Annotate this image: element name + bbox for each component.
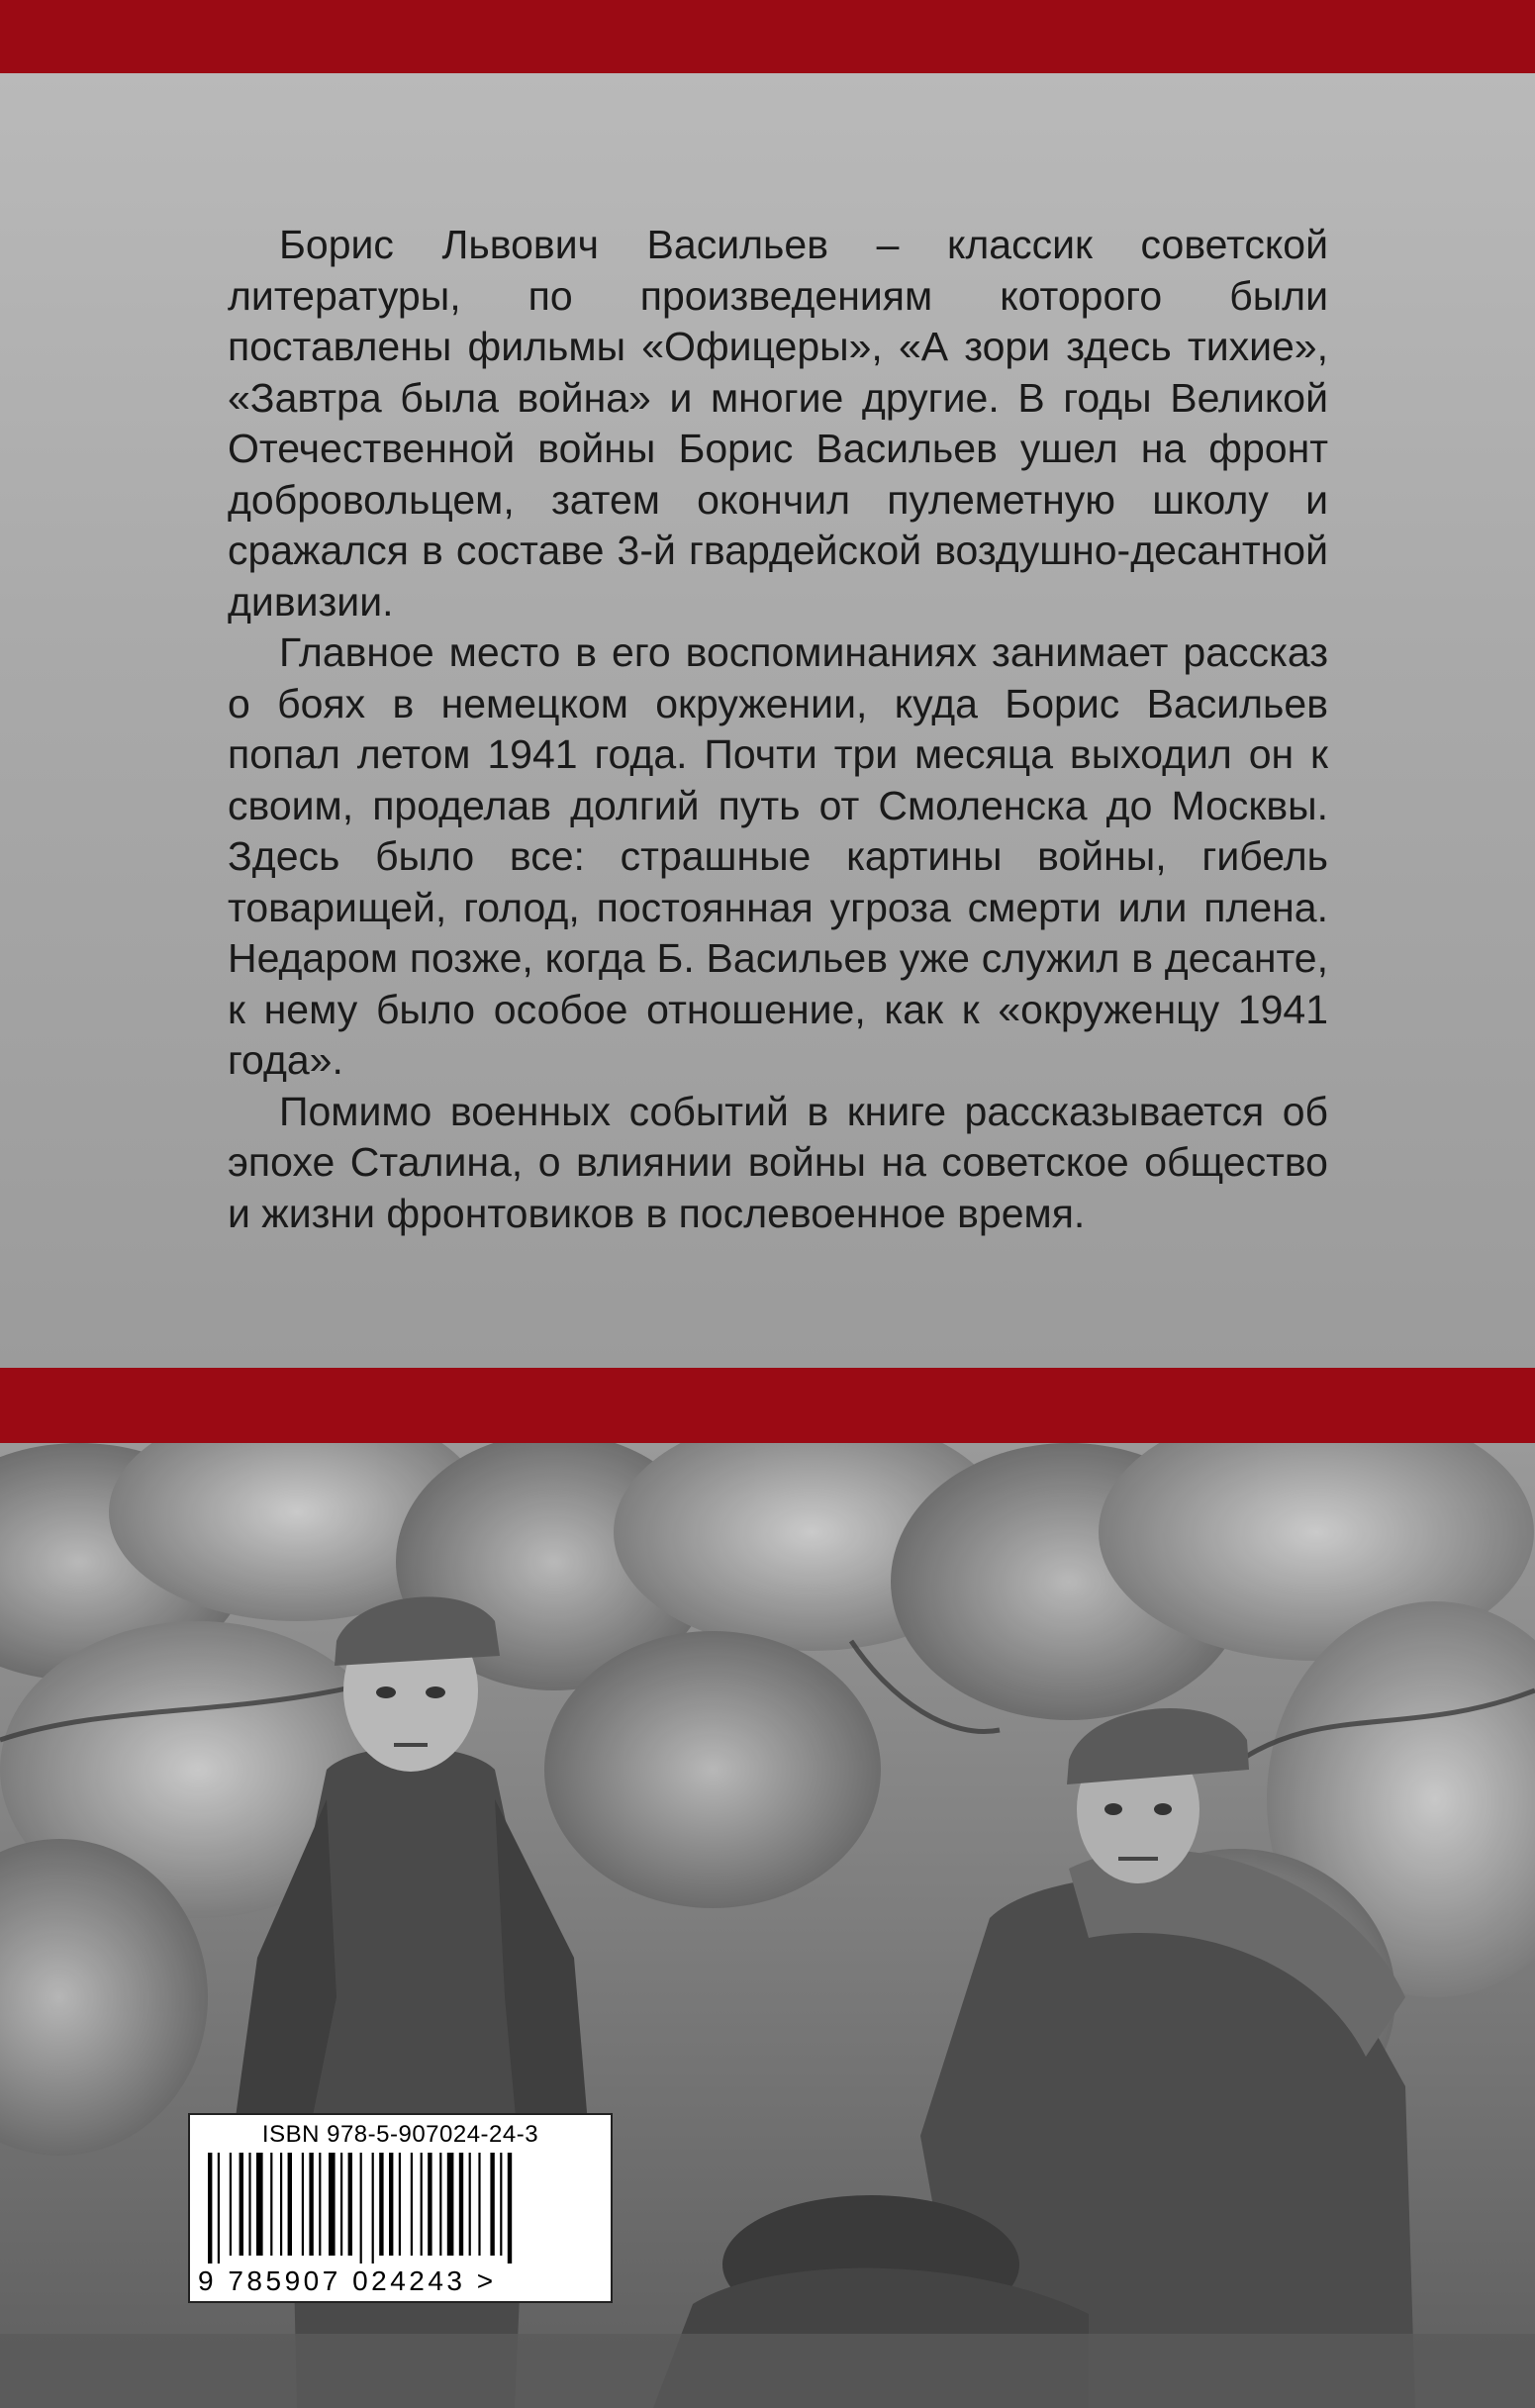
barcode-bar	[389, 2153, 393, 2256]
barcode-bar	[399, 2153, 401, 2256]
barcode-bar	[478, 2153, 480, 2256]
annotation-paragraph-3: Помимо военных событий в книге рассказывается об эпохе Сталина, о влиянии войны на советское общество и жизни фронтовиков в послевоенное время.	[228, 1088, 1328, 1236]
barcode-digits: 9 785907 024243 >	[198, 2265, 497, 2296]
barcode-bar	[329, 2153, 336, 2256]
annotation-text	[228, 220, 1328, 1239]
barcode-bar	[340, 2153, 342, 2256]
barcode-bar	[230, 2153, 232, 2256]
barcode-bar	[372, 2153, 374, 2264]
barcode-bar	[428, 2153, 432, 2256]
barcode-bar	[302, 2153, 304, 2256]
barcode-bar	[248, 2153, 250, 2256]
annotation-paragraph-2: Главное место в его воспоминаниях занимает рассказ о боях в немецком окружении, куда Борис Васильев попал летом 1941 года. Почти три месяца выходил он к своим, проделав долгий путь от Смоленска до Москвы. Здесь было все: страшные картины войны, гибель товарищей, голод, постоянная угроза смерти или плена. Недаром позже, когда Б. Васильев уже служил в десанте, к нему было особое отношение, как к «окруженцу 1941 года».	[228, 629, 1328, 1083]
barcode-bar	[508, 2153, 512, 2264]
barcode-bar	[490, 2153, 494, 2256]
middle-red-band	[0, 1368, 1535, 1443]
annotation-paragraph-1: Борис Львович Васильев – классик советской литературы, по произведениям которого были поставлены фильмы «Офицеры», «А зори здесь тихие», «Завтра была война» и многие другие. В годы Великой Отечественной войны Борис Васильев ушел на фронт добровольцем, затем окончил пулеметную школу и сражался в составе 3-й гвардейской воздушно-десантной дивизии.	[228, 222, 1328, 625]
barcode-bar	[459, 2153, 463, 2256]
barcode-bar	[447, 2153, 454, 2256]
barcode-bar	[309, 2153, 313, 2256]
barcode-bar	[240, 2153, 243, 2256]
barcode-bar	[469, 2153, 471, 2256]
top-red-band	[0, 0, 1535, 73]
barcode-bar	[379, 2153, 383, 2256]
barcode-bar	[411, 2153, 413, 2256]
barcode-bar	[208, 2153, 212, 2264]
barcode-bar	[500, 2153, 502, 2256]
barcode-bars	[208, 2153, 584, 2264]
barcode-bar	[348, 2153, 352, 2256]
barcode-bar	[270, 2153, 272, 2256]
isbn-barcode	[188, 2113, 613, 2303]
barcode-bar	[319, 2153, 321, 2256]
barcode-bar	[218, 2153, 220, 2264]
barcode-bar	[280, 2153, 282, 2256]
barcode-bar	[360, 2153, 362, 2264]
barcode-bar	[421, 2153, 423, 2256]
barcode-bar	[256, 2153, 263, 2256]
isbn-label: ISBN 978-5-907024-24-3	[261, 2121, 539, 2148]
barcode-bar	[439, 2153, 441, 2256]
barcode-bar	[288, 2153, 292, 2256]
